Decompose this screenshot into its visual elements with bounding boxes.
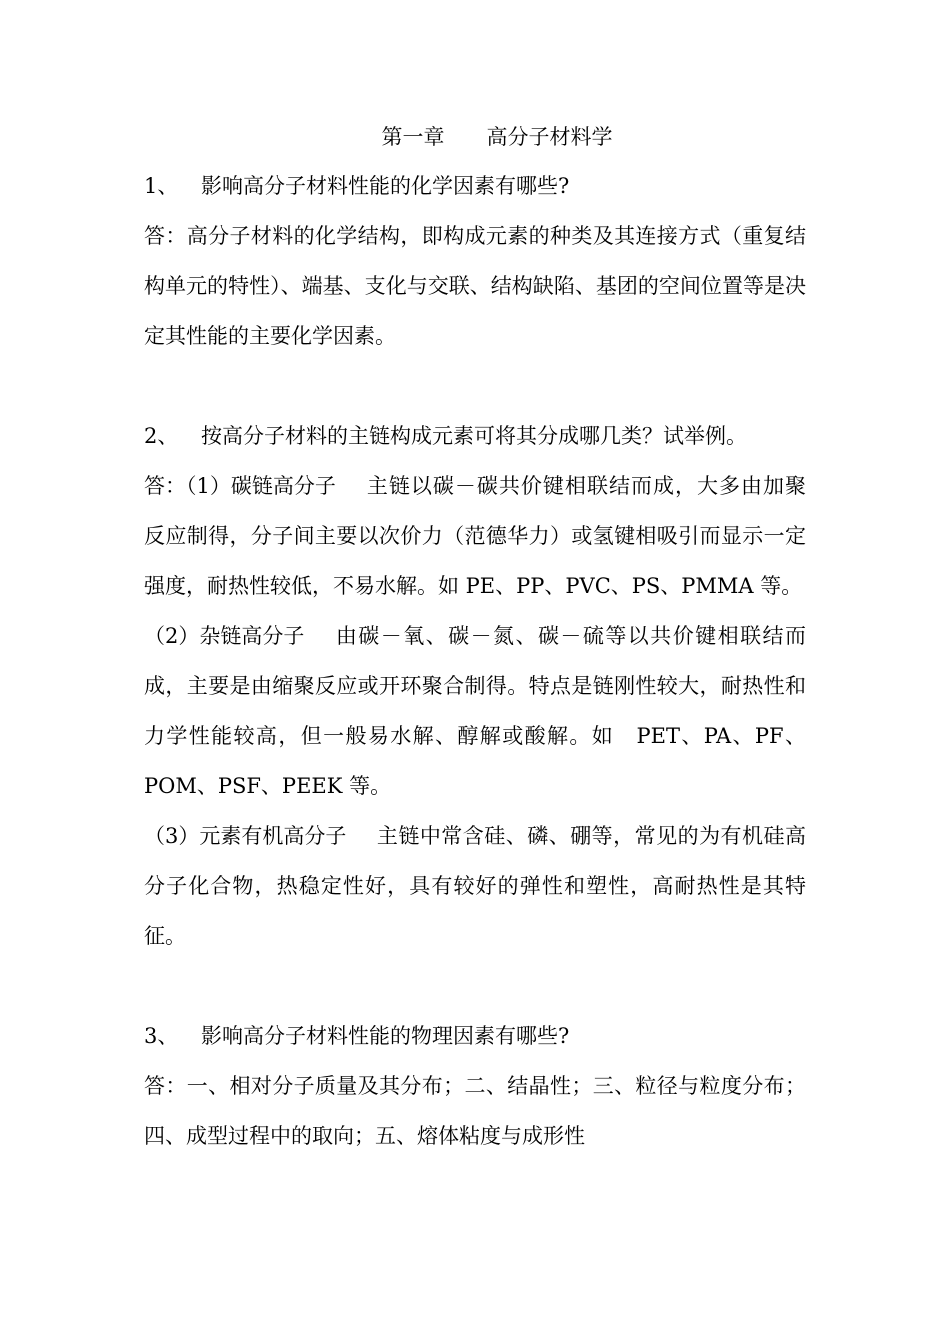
question-number: 1、	[144, 174, 179, 198]
category-description: 由碳－氧、碳－氮、碳－硫等以共价键相联结而成，主要是由缩聚反应或开环聚合制得。特点是链刚性较大，耐热性和力学性能较高，但一般易水解、醇解或酸解。如 PET、PA、PF、POM、PSF、PEEK 等。	[144, 624, 806, 798]
answer-2-part-2	[144, 611, 806, 811]
category-term: （3）元素有机高分子	[144, 824, 347, 848]
question-1	[144, 161, 806, 211]
question-text: 按高分子材料的主链构成元素可将其分成哪几类？试举例。	[201, 424, 747, 448]
category-description: 主链以碳－碳共价键相联结而成，大多由加聚反应制得，分子间主要以次价力（范德华力）或氢键相吸引而显示一定强度，耐热性较低，不易水解。如 PE、PP、PVC、PS、PMMA 等。	[144, 474, 806, 598]
document-body	[144, 117, 806, 1161]
chapter-title: 第一章 高分子材料学	[381, 125, 613, 149]
question-3	[144, 1011, 806, 1061]
question-number: 2、	[144, 424, 179, 448]
question-2	[144, 411, 806, 461]
answer-1: 答：高分子材料的化学结构，即构成元素的种类及其连接方式（重复结构单元的特性）、端基、支化与交联、结构缺陷、基团的空间位置等是决定其性能的主要化学因素。	[144, 224, 806, 348]
section-gap	[144, 361, 806, 411]
question-text: 影响高分子材料性能的化学因素有哪些?	[201, 174, 570, 198]
category-term: （2）杂链高分子	[144, 624, 305, 648]
answer-2-part-1	[144, 461, 806, 611]
question-number: 3、	[144, 1024, 179, 1048]
section-gap	[144, 961, 806, 1011]
answer-2-part-3	[144, 811, 806, 961]
category-term: 答：（1）碳链高分子	[144, 474, 336, 498]
question-text: 影响高分子材料性能的物理因素有哪些?	[201, 1024, 570, 1048]
answer-3: 答：一、相对分子质量及其分布；二、结晶性；三、粒径与粒度分布；四、成型过程中的取向；五、熔体粘度与成形性	[144, 1074, 806, 1148]
category-description: 主链中常含硅、磷、硼等，常见的为有机硅高分子化合物，热稳定性好，具有较好的弹性和塑性，高耐热性是其特征。	[144, 824, 806, 948]
